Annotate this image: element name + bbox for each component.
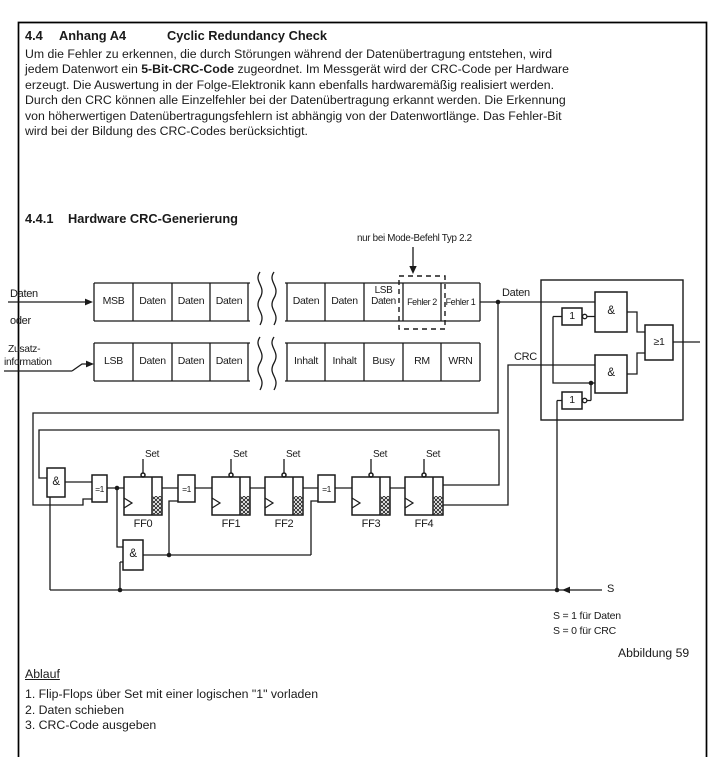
- ablauf-item: 3. CRC-Code ausgeben: [25, 718, 157, 733]
- ablauf-title: Ablauf: [25, 667, 60, 681]
- set-label: Set: [286, 449, 301, 460]
- and-gate-label: &: [52, 476, 60, 488]
- or-gate-label: ≥1: [653, 336, 665, 348]
- ablauf-item: 1. Flip-Flops über Set mit einer logischen "1" vorladen: [25, 687, 319, 702]
- row1-alt-label: oder: [10, 315, 31, 327]
- set-label: Set: [426, 449, 441, 460]
- subsection-title: Hardware CRC-Generierung: [68, 211, 238, 226]
- figure-caption: Abbildung 59: [618, 646, 690, 660]
- select-signal-label: S: [607, 583, 615, 595]
- row2-cell: WRN: [448, 355, 473, 367]
- set-label: Set: [373, 449, 388, 460]
- row2-cell: Inhalt: [332, 355, 357, 367]
- select-legend-1: S = 1 für Daten: [553, 610, 621, 622]
- inverter-label: 1: [569, 394, 575, 406]
- ablauf-block: [25, 667, 675, 734]
- paragraph-text: zugeordnet. Im Messgerät wird der CRC-Code per Hardware: [234, 62, 569, 77]
- flipflop-label: FF4: [414, 518, 434, 530]
- row2-input-label-line1: Zusatz-: [8, 344, 41, 355]
- mode-note: nur bei Mode-Befehl Typ 2.2: [357, 233, 472, 244]
- row2-cell: Busy: [372, 355, 395, 367]
- set-label: Set: [145, 449, 160, 460]
- row1-cell: Daten: [331, 295, 358, 307]
- intro-paragraph: [25, 47, 703, 139]
- and-gate-label: &: [607, 305, 615, 317]
- row1-cell: Daten: [139, 295, 166, 307]
- row1-input-label: Daten: [10, 288, 38, 300]
- row1-output-label: Daten: [502, 287, 530, 299]
- paragraph-line: [25, 62, 703, 77]
- row2-cell: Inhalt: [294, 355, 318, 367]
- row1-cell: Fehler 2: [407, 297, 437, 307]
- paragraph-line: wird bei der Bildung des CRC-Codes berücksichtigt.: [25, 124, 308, 139]
- flipflop-label: FF0: [133, 518, 153, 530]
- paragraph-text: jedem Datenwort ein: [25, 62, 142, 77]
- flipflop-label: FF3: [361, 518, 381, 530]
- paragraph-line: von höherwertigen Datenübertragungsfehlern ist abhängig von der Datenwortlänge. Das Fehler-Bit: [25, 108, 562, 123]
- row1-cell: LSB Daten: [371, 285, 396, 307]
- row2-cell: Daten: [139, 355, 166, 367]
- xor-gate-label: =1: [95, 484, 104, 494]
- subsection-number: 4.4.1: [25, 211, 54, 226]
- section-label: Anhang A4: [59, 28, 127, 43]
- row2-cell: Daten: [177, 355, 205, 367]
- xor-gate-label: =1: [322, 484, 331, 494]
- select-legend-2: S = 0 für CRC: [553, 625, 617, 637]
- row1-cell: Fehler 1: [445, 297, 476, 307]
- flipflop-label: FF1: [221, 518, 241, 530]
- set-label: Set: [233, 449, 248, 460]
- xor-gate-label: =1: [182, 484, 191, 494]
- flipflop-boxes: [124, 459, 443, 515]
- paragraph-line: Um die Fehler zu erkennen, die durch Störungen während der Datenübertragung entstehen, wird: [25, 47, 553, 61]
- row2-output-label: CRC: [514, 351, 537, 363]
- row1-cell: Daten: [215, 295, 243, 307]
- and-gate-label: &: [129, 548, 137, 560]
- paragraph-line: Durch den CRC können alle Einzelfehler bei der Datenübertragung erkannt werden. Die Erkennung: [25, 93, 566, 108]
- paragraph-line: erzeugt. Die Auswertung in der Folge-Elektronik kann ebenfalls hardwaremäßig realisiert werden.: [25, 77, 555, 92]
- row2-cell: LSB: [104, 355, 123, 367]
- inverter-label: 1: [569, 310, 575, 322]
- flipflop-label: FF2: [274, 518, 294, 530]
- row2-input-label-line2: information: [4, 357, 52, 368]
- and-gate-label: &: [607, 367, 615, 379]
- crc-code-term: 5-Bit-CRC-Code: [141, 62, 235, 77]
- row1-cell: MSB: [102, 295, 125, 307]
- section-title: Cyclic Redundancy Check: [167, 28, 328, 43]
- row1-cell: Daten: [292, 295, 320, 307]
- ablauf-item: 2. Daten schieben: [25, 702, 125, 717]
- row1-cell: Daten: [177, 295, 205, 307]
- row2-cell: RM: [414, 355, 430, 367]
- row2-cell: Daten: [215, 355, 243, 367]
- section-number: 4.4: [25, 28, 43, 43]
